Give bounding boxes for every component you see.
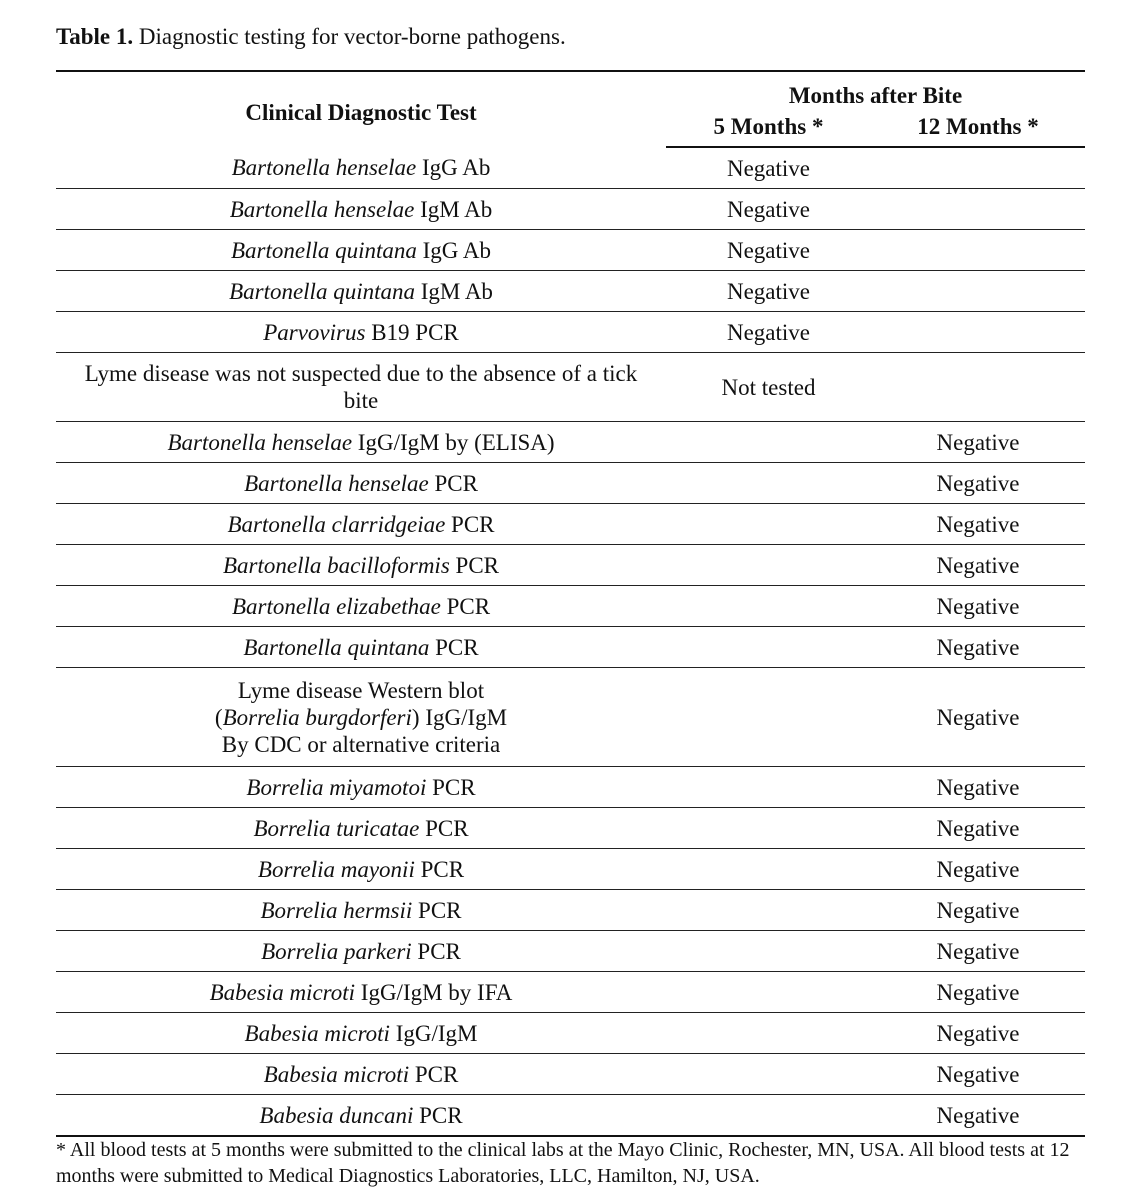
- cell-test-method: PCR: [429, 634, 479, 660]
- cell-test: [56, 147, 666, 189]
- cell-12-months: Negative: [871, 668, 1085, 767]
- cell-test-method: IgG Ab: [416, 155, 491, 180]
- cell-test-method: IgG/IgM by IFA: [355, 979, 513, 1005]
- table-row: [56, 808, 1085, 849]
- cell-test-organism: Bartonella elizabethae: [231, 593, 441, 619]
- table-row: [56, 627, 1085, 668]
- cell-12-months: Negative: [871, 504, 1085, 545]
- table-row: [56, 189, 1085, 230]
- table-row: [56, 586, 1085, 627]
- cell-5-months: Negative: [666, 271, 871, 312]
- cell-test: [56, 504, 666, 545]
- table-row: [56, 545, 1085, 586]
- table-row: [56, 767, 1085, 808]
- cell-12-months: Negative: [871, 1054, 1085, 1095]
- cell-12-months: [871, 312, 1085, 353]
- cell-12-months: Negative: [871, 1013, 1085, 1054]
- table-row: [56, 931, 1085, 972]
- cell-12-months: Negative: [871, 931, 1085, 972]
- cell-test-organism: Parvovirus: [263, 319, 366, 345]
- header-months-group: Months after Bite: [666, 71, 1085, 114]
- results-table: [56, 70, 1085, 1137]
- cell-test-method: PCR: [413, 1102, 463, 1128]
- cell-test-organism: Bartonella henselae: [244, 470, 429, 496]
- cell-5-months: Negative: [666, 312, 871, 353]
- cell-test-organism: Borrelia turicatae: [253, 815, 420, 841]
- cell-test-organism: Babesia duncani: [259, 1102, 414, 1128]
- cell-12-months: [871, 189, 1085, 230]
- cell-5-months: [666, 1054, 871, 1095]
- table-row: [56, 1095, 1085, 1137]
- table-row: [56, 312, 1085, 353]
- cell-test: [56, 972, 666, 1013]
- table-row: [56, 463, 1085, 504]
- cell-5-months: [666, 627, 871, 668]
- cell-test-method: PCR: [414, 856, 465, 882]
- cell-test-line: By CDC or alternative criteria: [221, 731, 501, 757]
- cell-12-months: [871, 353, 1085, 422]
- table-row: [56, 271, 1085, 312]
- cell-5-months: [666, 1095, 871, 1137]
- cell-test: [56, 849, 666, 890]
- cell-test-method: IgM Ab: [414, 196, 493, 222]
- cell-5-months: [666, 668, 871, 767]
- header-12-months: 12 Months *: [871, 114, 1085, 147]
- cell-test-organism: Borrelia parkeri: [261, 938, 412, 964]
- cell-test: [56, 189, 666, 230]
- cell-test-method: PCR: [419, 815, 469, 841]
- cell-5-months: [666, 1013, 871, 1054]
- cell-test: [56, 668, 666, 767]
- cell-test: [56, 1095, 666, 1137]
- cell-test-method: IgG/IgM by (ELISA): [352, 429, 555, 455]
- cell-12-months: Negative: [871, 627, 1085, 668]
- cell-test: [56, 627, 666, 668]
- table-row: [56, 1054, 1085, 1095]
- cell-test-method: IgG/IgM: [389, 1020, 478, 1046]
- cell-test-organism: Bartonella clarridgeiae: [227, 511, 446, 537]
- cell-5-months: [666, 931, 871, 972]
- cell-test-method: PCR: [426, 774, 476, 800]
- cell-12-months: Negative: [871, 767, 1085, 808]
- table-row: [56, 1013, 1085, 1054]
- cell-test-organism: Babesia microti: [209, 979, 356, 1005]
- cell-test-organism: Borrelia mayonii: [257, 856, 415, 882]
- table-row: [56, 353, 1085, 422]
- cell-5-months: [666, 890, 871, 931]
- cell-test: [56, 890, 666, 931]
- table-header: [56, 71, 1085, 147]
- cell-12-months: [871, 147, 1085, 189]
- table-footnote: * All blood tests at 5 months were submitted to the clinical labs at the Mayo Clinic, Rochester, MN, USA. All blood tests at 12 months were submitted to Medical Diagnostics Laboratories, LLC, Hamilton, NJ, USA.: [56, 1139, 1070, 1187]
- cell-5-months: [666, 586, 871, 627]
- cell-test-organism: Bartonella quintana: [243, 634, 430, 660]
- cell-5-months: Negative: [666, 189, 871, 230]
- cell-5-months: [666, 972, 871, 1013]
- cell-test-method: PCR: [409, 1061, 459, 1087]
- cell-test-organism: Bartonella quintana: [230, 237, 417, 263]
- header-5-months: 5 Months *: [666, 114, 871, 147]
- cell-test: [56, 312, 666, 353]
- table-caption: [56, 22, 566, 52]
- cell-12-months: Negative: [871, 849, 1085, 890]
- table-row: [56, 147, 1085, 189]
- cell-5-months: Not tested: [666, 353, 871, 422]
- cell-test-organism: Bartonella henselae: [231, 155, 417, 180]
- cell-test-method: PCR: [449, 552, 500, 578]
- table-row: [56, 668, 1085, 767]
- cell-5-months: [666, 422, 871, 463]
- cell-test-organism: Babesia microti: [263, 1061, 410, 1087]
- cell-test-organism: Bartonella quintana: [229, 278, 415, 304]
- table-caption-label: Table 1.: [56, 24, 134, 49]
- table-row: [56, 890, 1085, 931]
- cell-test: [56, 463, 666, 504]
- cell-test-method: PCR: [440, 593, 491, 619]
- cell-test: [56, 230, 666, 271]
- cell-test-organism: Bartonella henselae: [229, 196, 415, 222]
- cell-12-months: Negative: [871, 1095, 1085, 1137]
- cell-12-months: [871, 271, 1085, 312]
- table-caption-text: Diagnostic testing for vector-borne pathogens.: [138, 24, 566, 49]
- cell-test-paren-close: ) IgG/IgM: [411, 704, 508, 730]
- cell-test: [56, 808, 666, 849]
- cell-test-method: IgG Ab: [416, 237, 492, 263]
- cell-test-method: PCR: [412, 897, 462, 923]
- results-table-wrapper: [56, 70, 1085, 1137]
- cell-test: [56, 545, 666, 586]
- cell-test-method: PCR: [428, 470, 478, 496]
- cell-5-months: Negative: [666, 147, 871, 189]
- cell-12-months: Negative: [871, 545, 1085, 586]
- cell-test-method: B19 PCR: [365, 319, 459, 345]
- cell-12-months: Negative: [871, 972, 1085, 1013]
- cell-12-months: Negative: [871, 890, 1085, 931]
- table-body: [56, 147, 1085, 1136]
- cell-test: [56, 422, 666, 463]
- cell-12-months: Negative: [871, 463, 1085, 504]
- header-test: Clinical Diagnostic Test: [56, 71, 666, 147]
- cell-test-method: IgM Ab: [414, 278, 493, 304]
- cell-test-organism: Borrelia miyamotoi: [246, 774, 427, 800]
- cell-test: [56, 1054, 666, 1095]
- table-row: [56, 422, 1085, 463]
- cell-12-months: Negative: [871, 422, 1085, 463]
- cell-12-months: Negative: [871, 586, 1085, 627]
- cell-5-months: [666, 463, 871, 504]
- table-row: [56, 849, 1085, 890]
- cell-test-paren-open: (: [214, 704, 223, 730]
- cell-test-organism: Borrelia burgdorferi: [222, 704, 412, 730]
- cell-test-method: PCR: [411, 938, 461, 964]
- cell-test-organism: Bartonella bacilloformis: [222, 552, 450, 578]
- cell-test: [56, 271, 666, 312]
- cell-12-months: Negative: [871, 808, 1085, 849]
- cell-5-months: [666, 808, 871, 849]
- cell-test: [56, 353, 666, 422]
- cell-test-organism: Bartonella henselae: [167, 429, 353, 455]
- cell-5-months: [666, 504, 871, 545]
- cell-test-organism: Babesia microti: [244, 1020, 390, 1046]
- cell-5-months: [666, 767, 871, 808]
- cell-test: [56, 767, 666, 808]
- cell-5-months: [666, 545, 871, 586]
- cell-test-method: PCR: [445, 511, 495, 537]
- table-row: [56, 972, 1085, 1013]
- table-row: [56, 230, 1085, 271]
- cell-test-line: Lyme disease Western blot: [237, 677, 485, 703]
- cell-test: [56, 586, 666, 627]
- cell-test: [56, 1013, 666, 1054]
- cell-test-method: Lyme disease was not suspected due to the absence of a tick bite: [84, 361, 643, 413]
- cell-12-months: [871, 230, 1085, 271]
- cell-5-months: [666, 849, 871, 890]
- cell-5-months: Negative: [666, 230, 871, 271]
- cell-test: [56, 931, 666, 972]
- cell-test-organism: Borrelia hermsii: [260, 897, 413, 923]
- table-row: [56, 504, 1085, 545]
